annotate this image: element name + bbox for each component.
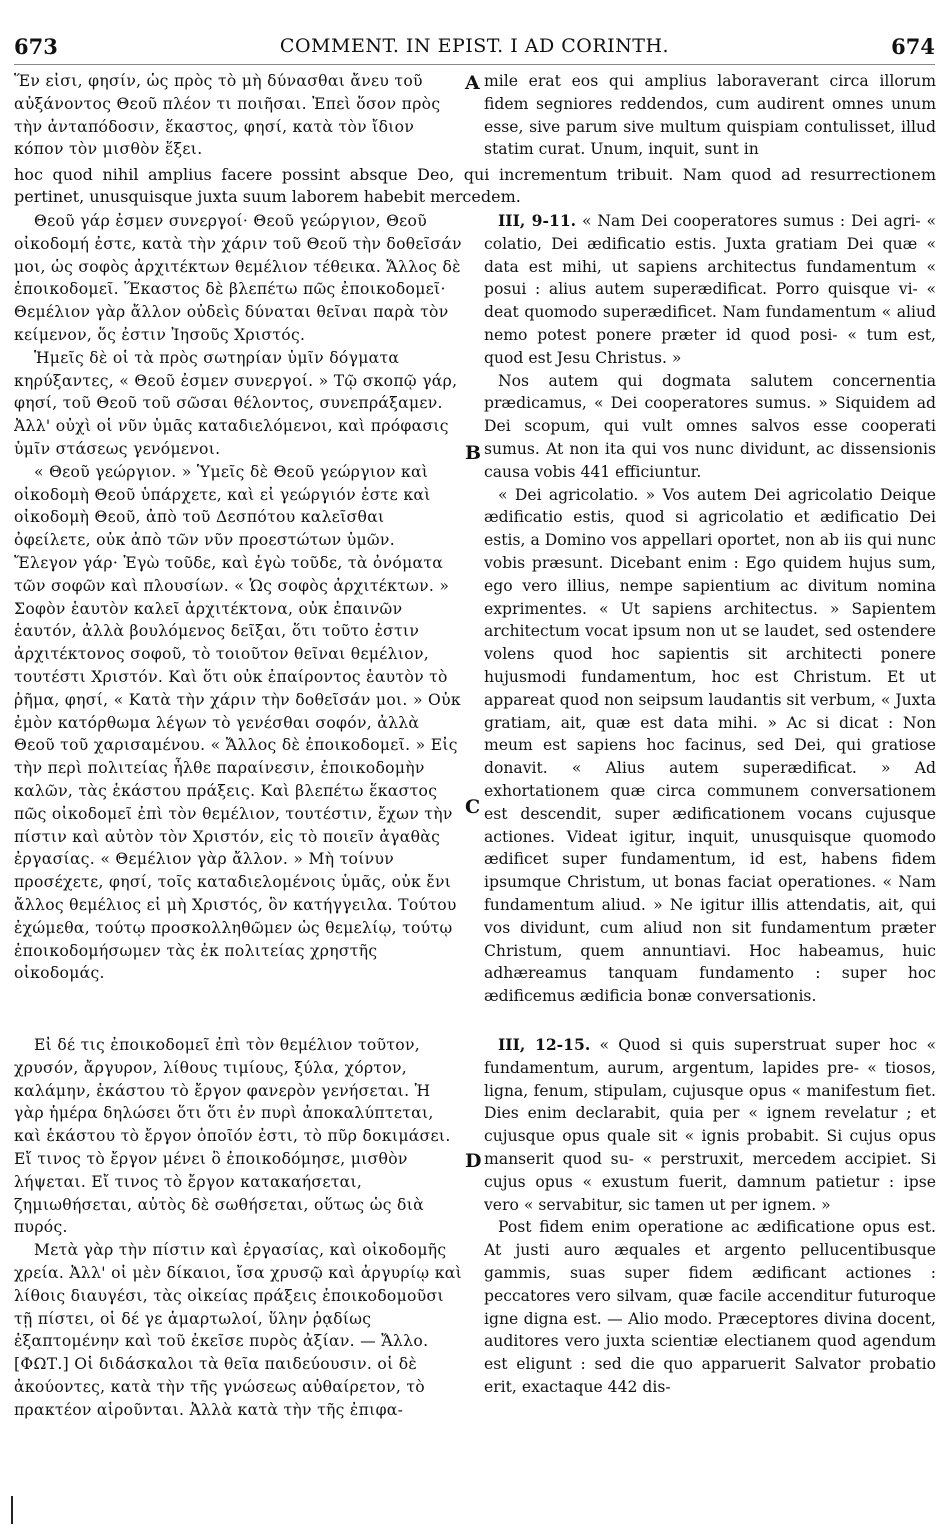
greek-paragraph: Ἡμεῖς δὲ οἱ τὰ πρὸς σωτηρίαν ὑμῖν δόγματα κηρύξαντες, « Θεοῦ ἐσμεν συνεργοί. » Τῷ σκοπῷ γάρ, φησί, τοῦ Θεοῦ τοῦ σῶσαι θέλοντος, συνεπράξαμεν. Ἀλλ' οὐχὶ οἱ νῦν ὑμᾶς καταδιελόμενοι, καὶ πρόφασις ὑμῖν στάσεως γενόμενοι. (14, 348, 458, 458)
latin-paragraph: Post fidem enim operatione ac ædificatione opus est. At justi auro æquales et argento pellucentibusque gammis, suas super fidem ædificant actiones : peccatores vero silvam, quæ facile accenditur futuroque igne digna est. — Alio modo. Præceptores divina docent, auditores vero juxta scientiæ electianem quod agendum est eligunt : sed die quo apparuerit Salvator probatio erit, exactaque 442 dis- (484, 1218, 936, 1396)
latin-column-block3 (484, 1034, 936, 1524)
latin-paragraph: Nos autem qui dogmata salutem concernentia prædicamus, « Dei cooperatores sumus. » Siquidem ad Dei scopum, qui vult omnes salvos esse cooperati sumus. At non ita qui vos nunc dividunt, ac dissensionis causa vobis 441 efficiuntur. (484, 371, 936, 481)
latin-paragraph: mile erat eos qui amplius laboraverant circa illorum fidem segniores reddendos, cum audirent omnes unum esse, sive parum sive multum quispiam contulisset, illud statim curat. Unum, inquit, sunt in (484, 72, 936, 159)
greek-paragraph: Εἰ δέ τις ἐποικοδομεῖ ἐπὶ τὸν θεμέλιον τοῦτον, χρυσόν, ἄργυρον, λίθους τιμίους, ξύλα, χόρτον, καλάμην, ἑκάστου τὸ ἔργον φανερὸν γενήσεται. Ἡ γὰρ ἡμέρα δηλώσει ὅτι ὅτι ἐν πυρὶ ἀποκαλύπτεται, καὶ ἑκάστου τὸ ἔργον ὁποῖόν ἐστι, τὸ πῦρ δοκιμάσει. Εἴ τινος τὸ ἔργον μένει ὃ ἐποικοδόμησε, μισθὸν λήψεται. Εἴ τινος τὸ ἔργον κατακαήσεται, ζημιωθήσεται, αὐτὸς δὲ σωθήσεται, οὕτως ὡς διὰ πυρός. (14, 1036, 451, 1237)
latin-column-block2 (484, 210, 936, 1025)
margin-letter-b: B (465, 442, 482, 464)
latin-column-block1 (484, 70, 936, 162)
greek-paragraph: Ἕν εἰσι, φησίν, ὡς πρὸς τὸ μὴ δύνασθαι ἄνευ τοῦ αὐξάνοντος Θεοῦ πλέον τι ποιῆσαι. Ἐπεὶ ὅσον πρὸς τὴν ἀνταπόδοσιν, ἕκαστος, φησί, κατὰ τὸν ἴδιον κόπον τὸν μισθὸν ἕξει. (14, 72, 441, 159)
verse-reference: III, 9-11. (498, 211, 577, 230)
latin-full-paragraph: hoc quod nihil amplius facere possint absque Deo, qui incrementum tribuit. Nam quod ad resurrectionem pertinet, unusquisque juxta suum laborem habebit mercedem. (14, 165, 936, 206)
greek-column-block2 (14, 210, 462, 1025)
greek-column-block1 (14, 70, 462, 162)
margin-letter-c: C (465, 796, 481, 818)
latin-paragraph (484, 1034, 936, 1216)
header-rule (14, 64, 935, 65)
running-title: COMMENT. IN EPIST. I AD CORINTH. (279, 35, 670, 57)
latin-paragraph: « Dei agricolatio. » Vos autem Dei agricolatio Deique ædificatio estis, quod si agricolatio et ædificatio Dei estis, a Domino vos appellari oportet, non ab iis qui nunc vobis præsunt. Dicebant enim : Ego quidem hujus sum, ego vero illius, nempe sapientium ac divitum nomina exprimentes. « Ut sapiens architectus. » Sapientem architectum vocat ipsum non ut se laudet, sed ostendere volens quod hoc sapientis sit architecti ponere hujusmodi fundamentum, hoc est Christum. Et ut appareat quod non seipsum laudantis sit verbum, « Juxta gratiam, ait, quæ est data mihi. » Ac si dicat : Non meum est sapiens hoc facinus, sed Dei, qui gratiose donavit. « Alius autem superædificat. » Ad exhortationem quæ circa communem conversationem est descendit, super ædificationem vocans cujusque actiones. Videat igitur, inquit, unusquisque quomodo ædificet super fundamentum, id est, habens fidem ipsumque Christum, ut bonas faciat operationes. « Nam fundamentum aliud. » Ne igitur illis attendatis, ait, qui vos dividunt, cum aliud non sit fundamentum præter Christum, quem annuntiavi. Hoc habeamus, huic adhæreamus tanquam fundamento : super hoc ædificemus ædificia bonæ conversationis. (484, 485, 936, 1006)
greek-paragraph: « Θεοῦ γεώργιον. » Ὑμεῖς δὲ Θεοῦ γεώργιον καὶ οἰκοδομὴ Θεοῦ ὑπάρχετε, καὶ εἰ γεώργιόν ἐστε καὶ οἰκοδομὴ Θεοῦ, ἀπὸ τοῦ Δεσπότου καλεῖσθαι ὀφείλετε, οὐκ ἀπὸ τῶν νῦν προεστώτων ὑμῶν. Ἔλεγον γάρ· Ἐγὼ τοῦδε, καὶ ἐγὼ τοῦδε, τὰ ὀνόματα τῶν σοφῶν καὶ πλουσίων. « Ὡς σοφὸς ἀρχιτέκτων. » Σοφὸν ἑαυτὸν καλεῖ ἀρχιτέκτονα, οὐκ ἐπαινῶν ἑαυτόν, ἀλλὰ βουλόμενος δεῖξαι, ὅτι τοῦτο ἐστιν ἀρχιτέκτονος σοφοῦ, τὸ τοιοῦτον θεῖναι θεμέλιον, τουτέστι Χριστόν. Καὶ ὅτι οὐκ ἐπαίροντος ἑαυτὸν τὸ ῥῆμα, φησί, « Κατὰ τὴν χάριν τὴν δοθεῖσάν μοι. » Οὐκ ἐμὸν κατόρθωμα λέγων τὸ γενέσθαι σοφόν, ἀλλὰ Θεοῦ τοῦ χαρισαμένου. « Ἄλλος δὲ ἐποικοδομεῖ. » Εἰς τὴν περὶ πολιτείας ἦλθε παραίνεσιν, ἐποικοδομὴν καλῶν, τὰς ἑκάστου πράξεις. Καὶ βλεπέτω ἕκαστος πῶς οἰκοδομεῖ ἐπὶ τὸν θεμέλιον, τουτέστιν, ἔχων τὴν πίστιν καὶ αὐτὸν τὸν Χριστόν, εἰς τὸ ποιεῖν ἀγαθὰς ἐργασίας. « Θεμέλιον γὰρ ἄλλον. » Μὴ τοίνυν προσέχετε, φησί, τοῖς καταδιελομένοις ὑμᾶς, οὐκ ἔνι ἄλλος θεμέλιος εἰ μὴ Χριστός, ὃν κατήγγειλα. Τούτου ἐχώμεθα, τούτῳ προσκολληθῶμεν ὡς θεμελίῳ, τούτῳ ἐποικοδομήσωμεν τὰς ἐκ πολιτείας χρηστῆς οἰκοδομάς. (14, 462, 461, 983)
margin-letter-a: A (465, 72, 480, 94)
scan-edge-mark (11, 1496, 13, 1524)
full-width-latin (14, 164, 936, 210)
margin-letter-d: D (465, 1150, 482, 1172)
verse-text: « Nam Dei cooperatores sumus : Dei agri- « colatio, Dei ædificatio estis. Juxta gratiam Dei quæ « data est mihi, ut sapiens architectus fundamentum « posui : alius autem superædificat. Porro quisque vi- « deat quomodo superædificet. Nam fundamentum « aliud nemo potest ponere præter id quod posi- « tum est, quod est Jesu Christus. » (484, 212, 936, 367)
greek-paragraph: Μετὰ γὰρ τὴν πίστιν καὶ ἐργασίας, καὶ οἰκοδομῆς χρεία. Ἀλλ' οἱ μὲν δίκαιοι, ἴσα χρυσῷ καὶ ἀργυρίῳ καὶ λίθοις διαυγέσι, τὰς οἰκείας πράξεις ἐποικοδομοῦσι τῇ πίστει, οἱ δέ γε ἁμαρτωλοί, ὕλην ῥᾳδίως ἐξαπτομένην καὶ τοῦ ἐκεῖσε πυρὸς ἀξίαν. — Ἄλλο. [ΦΩΤ.] Οἱ διδάσκαλοι τὰ θεῖα παιδεύουσιν. οἱ δὲ ἀκούοντες, κατὰ τὴν τῆς γνώσεως αὐθαίρετον, τὸ πρακτέον αἱροῦνται. Ἀλλὰ κατὰ τὴν τῆς ἐπιφα- (14, 1241, 462, 1419)
verse-reference: III, 12-15. (498, 1035, 591, 1054)
greek-column-block3 (14, 1034, 462, 1524)
latin-paragraph (484, 210, 936, 370)
page-header (14, 34, 935, 60)
left-page-number: 673 (14, 34, 58, 59)
greek-paragraph: Θεοῦ γάρ ἐσμεν συνεργοί· Θεοῦ γεώργιον, Θεοῦ οἰκοδομή ἐστε, κατὰ τὴν χάριν τοῦ Θεοῦ τὴν δοθεῖσάν μοι, ὡς σοφὸς ἀρχιτέκτων θεμέλιον τέθεικα. Ἄλλος δὲ ἐποικοδομεῖ. Ἕκαστος δὲ βλεπέτω πῶς ἐποικοδομεῖ· Θεμέλιον γὰρ ἄλλον οὐδεὶς δύναται θεῖναι παρὰ τὸν κείμενον, ὅς ἐστιν Ἰησοῦς Χριστός. (14, 212, 462, 344)
verse-text: « Quod si quis superstruat super hoc « fundamentum, aurum, argentum, lapides pre- « tiosos, ligna, fenum, stipulam, cujusque opus « manifestum fiet. Dies enim declarabit, quia per « ignem revelatur ; et cujusque opus quale sit « ignis probabit. Si cujus opus manserit quod su- « perstruxit, mercedem accipiet. Si cujus opus « exustum fuerit, damnum patietur : ipse vero « servabitur, sic tamen ut per ignem. » (484, 1036, 936, 1214)
right-page-number: 674 (891, 34, 935, 59)
